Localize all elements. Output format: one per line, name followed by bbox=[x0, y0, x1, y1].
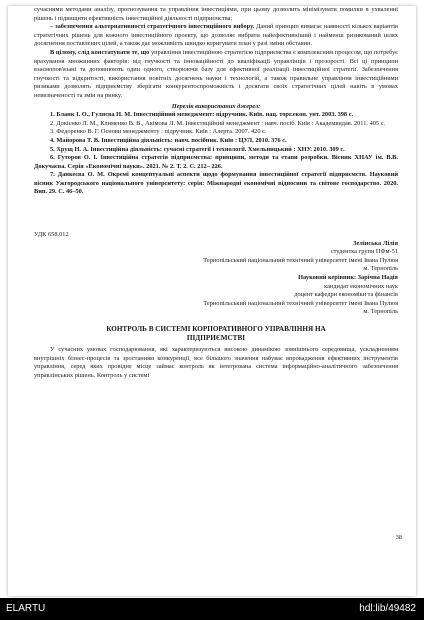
intro-paragraph-1: сучасними методами аналізу, прогнозування та управління інвестиціями, при цьому дозволить мінімізувати помилки в ухваленні рішень і підвищити ефективність інвестиційної діяльності підприємства; bbox=[34, 6, 398, 22]
conclusion-lead: В цілому, слід констатувати те, що bbox=[50, 48, 150, 56]
supervisor-city: м. Тернопіль bbox=[363, 308, 398, 316]
reference-item: 4. Майорова Т. В. Інвестиційна діяльність: навч. посібник. Київ : ЦУЛ, 2010. 376 с. bbox=[50, 136, 287, 144]
document-page bbox=[8, 6, 416, 596]
references-title: Перелік використаних джерел: bbox=[171, 102, 261, 110]
supervisor-university: Тернопільський національний технічний університет імені Івана Пулюя bbox=[203, 299, 398, 307]
reference-item: 1. Бланк І. О., Гуляєва Н. М. Інвестиційний менеджмент: підручник. Київ. нац. торг.екон. унт. 2003. 398 с. bbox=[50, 111, 354, 119]
references-list bbox=[34, 111, 398, 197]
author-university: Тернопільський національний технічний університет імені Івана Пулюя bbox=[203, 256, 398, 264]
article-body: У сучасних умовах господарювання, які характеризуються високою динамікою зовнішнього середовища, ускладненням внутрішніх бізнес-процесів та зростанням конкуренції, все більшого значення набуває впровадження ефективних інструментів управління, серед яких провідне місце займає контроль як інтегрована система інформаційно-аналітичного забезпечення управлінських рішень. Контроль у системі bbox=[34, 346, 398, 379]
page-content bbox=[34, 6, 398, 380]
conclusion-paragraph: В цілому, слід констатувати те, що управління інвестиційною стратегією підприємства є комплексним процесом, що потребує врахування множинних факторів: від гнучкості та інноваційності до кваліфікації управлінців і прозорості. Всі ці принципи взаємопов'язані та доповнюють один одного, створюючи базу для ефективної реалізації інвестиційної стратегії. Забезпечення гнучкості та відкритості, використання новітніх досягнень науки і технологій, а також правильне управління інвестиційними ризиками дозволять підприємству зберігати конкурентоспроможність і досягати своїх стратегічних цілей навіть в умовах невизначеності та змін на ринку. bbox=[34, 48, 398, 99]
author-role: студентка групи ПФм-51 bbox=[330, 248, 398, 256]
reference-item: 2. Докієнко Л. М., Клименко В. В., Акімова Л. М. Інвестиційний менеджмент : навч. посіб. Київ : Академвидав. 2011. 405 с. bbox=[50, 119, 386, 127]
supervisor-degree: кандидат економічних наук bbox=[324, 282, 398, 290]
page-number: 38 bbox=[395, 534, 402, 541]
intro-paragraph-2: – забезпечення альтернативності стратегічного інвестиційного вибору. Даний принцип вимагає наявності кількох варіантів стратегічних рішень для кожного інвестиційного проекту, що дозволяє вибрати найефективніший і найменш ризикований шлях досягнення поставлених цілей, а також дає можливість швидко коригувати план у разі зміни обставин. bbox=[34, 23, 398, 48]
reference-item: 6. Гуторов О. І. Інвестиційна стратегія підприємства: принципи, методи та етапи розробки. Вісник ХНАУ ім. В.В. Докучаєва. Серія «Економічні науки». 2021. № 2. Т. 2. С. 212– 226. bbox=[34, 154, 398, 170]
reference-item: 5. Хрущ Н. А. Інвестиційна діяльність: сучасні стратегії і технології. Хмельницький : ХНУ. 2010. 309 с. bbox=[50, 145, 345, 153]
author-city: м. Тернопіль bbox=[363, 265, 398, 273]
reference-item: 7. Данкеєва О. М. Окремі концептуальні аспекти щодо формування інвестиційної стратегії підприємств. Науковий вісник Ужгородського національного університету: серія: Міжнародні економічні відносини та світове господарство. 2020. Вип. 29. С. 46–50. bbox=[34, 171, 398, 196]
author-name: Зелінська Лілія bbox=[353, 239, 398, 247]
udc-code: УДК 658.012 bbox=[34, 231, 69, 239]
reference-item: 3. Федоренко В. Г. Основи менеджменту : підручник. Київ : Алерта. 2007. 420 с. bbox=[50, 128, 267, 136]
footer-bar bbox=[0, 598, 424, 620]
supervisor-name: Науковий керівник: Зарічна Надія bbox=[298, 274, 398, 282]
footer-handle: hdl:lib/49482 bbox=[359, 603, 416, 614]
article-title: КОНТРОЛЬ В СИСТЕМІ КОРПОРАТИВНОГО УПРАВЛІННЯ НА ПІДПРИЄМСТВІ bbox=[106, 325, 326, 342]
footer-repository-name: ELARTU bbox=[6, 603, 46, 614]
supervisor-role: доцент кафедри економіки та фінансів bbox=[294, 291, 398, 299]
principle-heading: – забезпечення альтернативності стратегічного інвестиційного вибору. bbox=[50, 23, 255, 31]
